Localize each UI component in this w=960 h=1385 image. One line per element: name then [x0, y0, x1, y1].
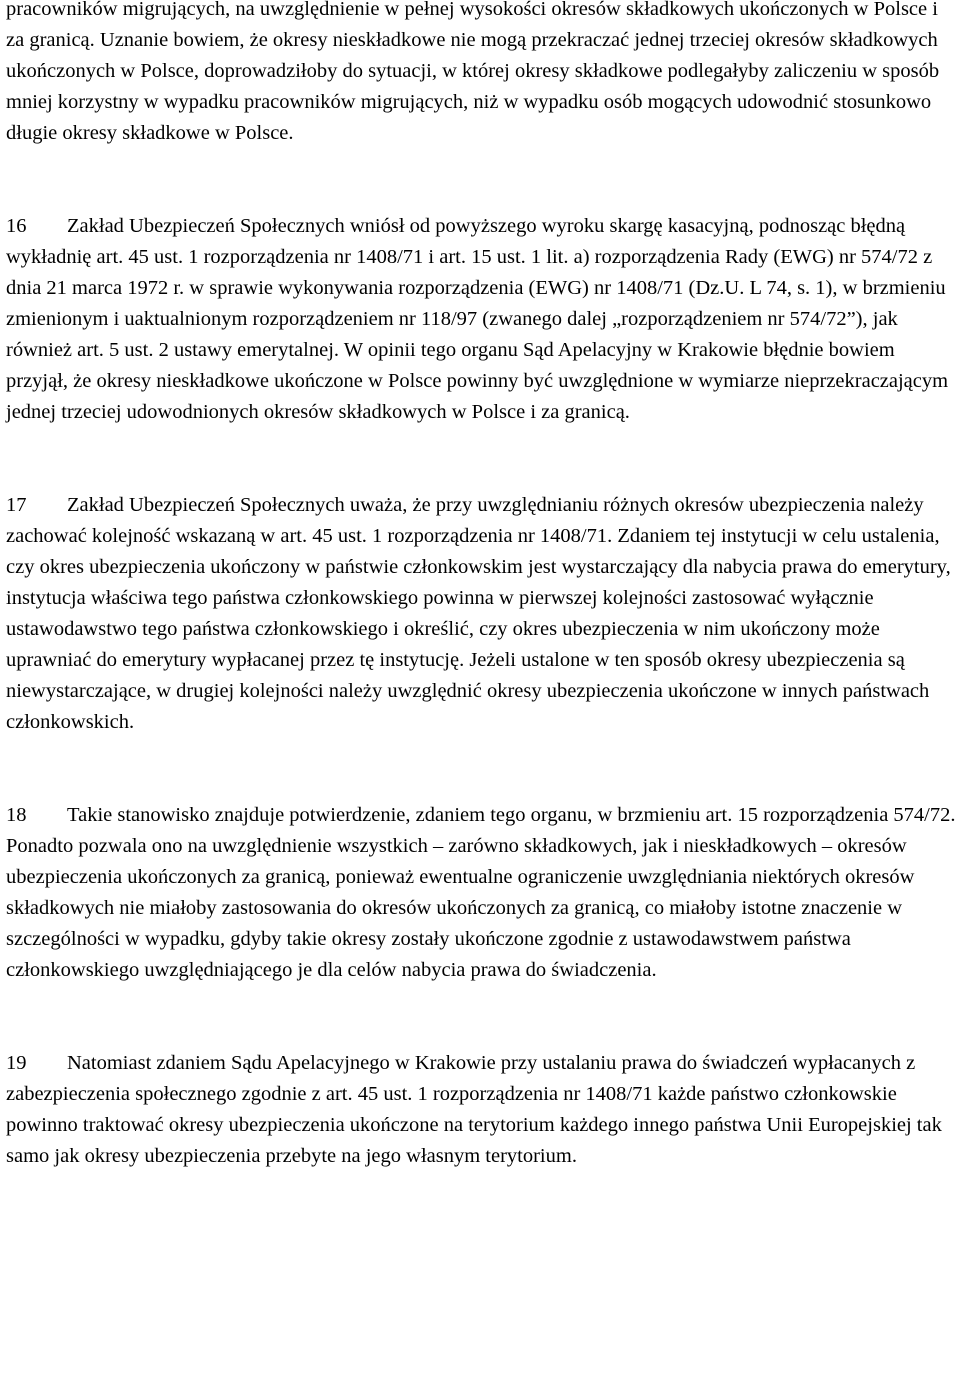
paragraph-spacer [6, 738, 958, 800]
paragraph-text: Natomiast zdaniem Sądu Apelacyjnego w Krakowie przy ustalaniu prawa do świadczeń wypłacanych z zabezpieczenia społecznego zgodnie z art. 45 ust. 1 rozporządzenia nr 1408/71 każde państwo członkowskie powinno traktować okresy ubezpieczenia ukończone na terytorium każdego innego państwa Unii Europejskiej tak samo jak okresy ubezpieczenia przebyte na jego własnym terytorium. [6, 1052, 942, 1167]
paragraph-17 [6, 490, 958, 738]
paragraph-number: 16 [6, 215, 27, 237]
paragraph-text: Zakład Ubezpieczeń Społecznych wniósł od powyższego wyroku skargę kasacyjną, podnosząc błędną wykładnię art. 45 ust. 1 rozporządzenia nr 1408/71 i art. 15 ust. 1 lit. a) rozporządzenia Rady (EWG) nr 574/72 z dnia 21 marca 1972 r. w sprawie wykonywania rozporządzenia (EWG) nr 1408/71 (Dz.U. L 74, s. 1), w brzmieniu zmienionym i uaktualnionym rozporządzeniem nr 118/97 (zwanego dalej „rozporządzeniem nr 574/72”), jak również art. 5 ust. 2 ustawy emerytalnej. W opinii tego organu Sąd Apelacyjny w Krakowie błędnie bowiem przyjął, że okresy nieskładkowe ukończone w Polsce powinny być uwzględnione w wymiarze nieprzekraczającym jednej trzeciej udowodnionych okresów składkowych w Polsce i za granicą. [6, 215, 949, 423]
paragraph-spacer [6, 986, 958, 1048]
paragraph-19 [6, 1048, 958, 1172]
paragraph-text: Takie stanowisko znajduje potwierdzenie, zdaniem tego organu, w brzmieniu art. 15 rozporządzenia 574/72. Ponadto pozwala ono na uwzględnienie wszystkich – zarówno składkowych, jak i nieskładkowych – okresów ubezpieczenia ukończonych za granicą, ponieważ ewentualne ograniczenie uwzględniania niektórych okresów składkowych nie miałoby zastosowania do okresów ukończonych za granicą, co miałoby istotne znaczenie w szczególności w wypadku, gdyby takie okresy zostały ukończone zgodnie z ustawodawstwem państwa członkowskiego uwzględniającego je dla celów nabycia prawa do świadczenia. [6, 804, 956, 981]
paragraph-spacer [6, 428, 958, 490]
paragraph-18 [6, 800, 958, 986]
paragraph-text: pracowników migrujących, na uwzględnienie w pełnej wysokości okresów składkowych ukończonych w Polsce i za granicą. Uznanie bowiem, że okresy nieskładkowe nie mogą przekraczać jednej trzeciej okresów składkowych ukończonych w Polsce, doprowadziłoby do sytuacji, w której okresy składkowe podlegałyby zaliczeniu w sposób mniej korzystny w wypadku pracowników migrujących, niż w wypadku osób mogących udowodnić stosunkowo długie okresy składkowe w Polsce. [6, 0, 940, 144]
paragraph-text: Zakład Ubezpieczeń Społecznych uważa, że przy uwzględnianiu różnych okresów ubezpieczenia należy zachować kolejność wskazaną w art. 45 ust. 1 rozporządzenia nr 1408/71. Zdaniem tej instytucji w celu ustalenia, czy okres ubezpieczenia ukończony w państwie członkowskim jest wystarczający dla nabycia prawa do emerytury, instytucja właściwa tego państwa członkowskiego powinna w pierwszej kolejności zastosować wyłącznie ustawodawstwo tego państwa członkowskiego i określić, czy okres ubezpieczenia w nim ukończony może uprawniać do emerytury wypłacanej przez tę instytucję. Jeżeli ustalone w ten sposób okresy ubezpieczenia są niewystarczające, w drugiej kolejności należy uwzględnić okresy ubezpieczenia ukończone w innych państwach członkowskich. [6, 494, 951, 733]
paragraph-continued [6, 0, 958, 149]
paragraph-16 [6, 211, 958, 428]
paragraph-spacer [6, 149, 958, 211]
paragraph-number: 19 [6, 1052, 27, 1074]
paragraph-number: 17 [6, 494, 27, 516]
document-page [6, 0, 958, 1172]
paragraph-number: 18 [6, 804, 27, 826]
